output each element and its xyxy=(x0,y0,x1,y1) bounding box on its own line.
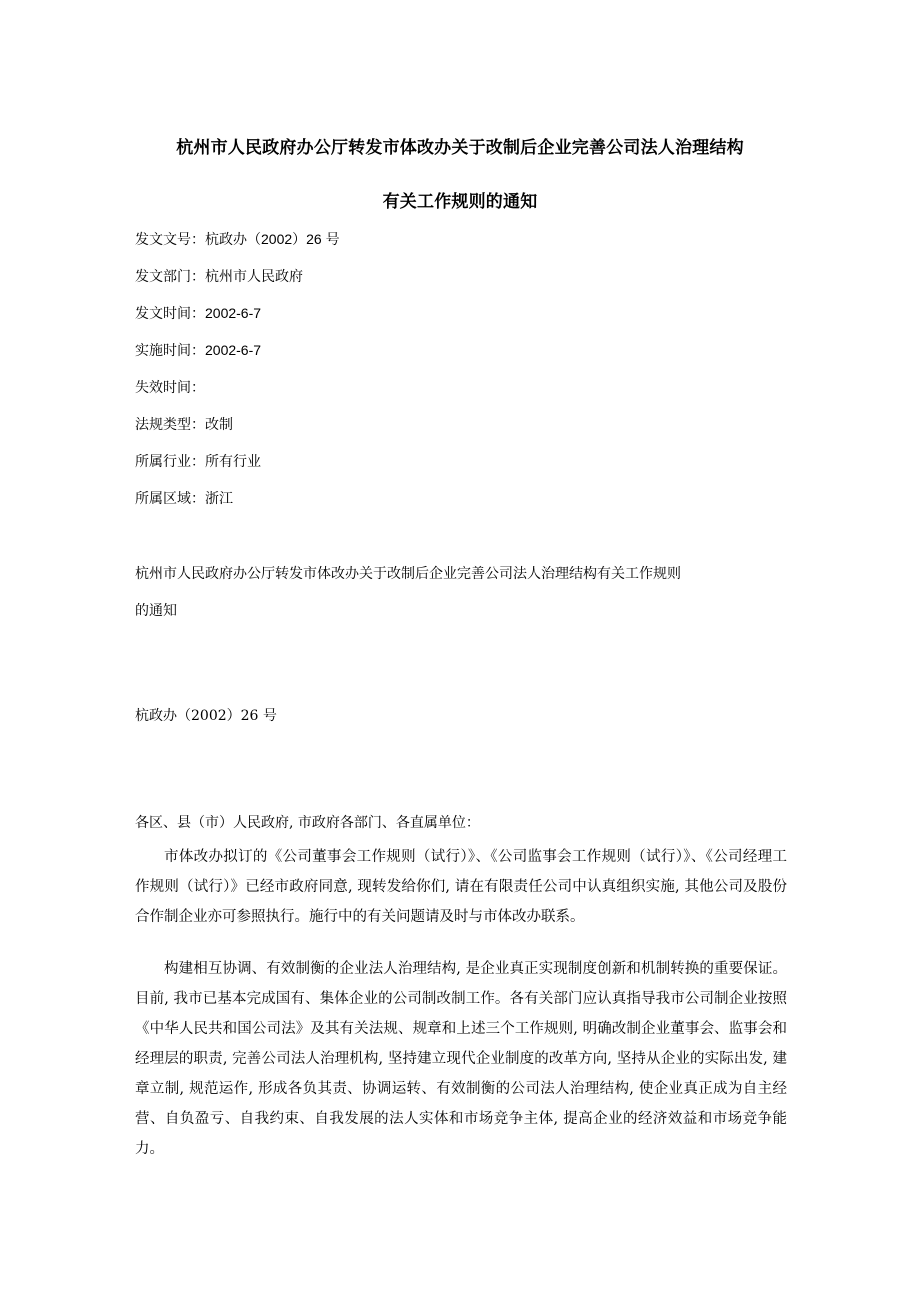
meta-row-effective-date xyxy=(135,340,261,360)
meta-row-regulation-type xyxy=(135,414,233,434)
meta-row-expiry-date xyxy=(135,377,205,397)
meta-row-department xyxy=(135,266,303,286)
meta-value: 改制 xyxy=(205,417,233,433)
doc-number: 杭政办（2002）26 号 xyxy=(135,708,277,724)
meta-row-issue-date xyxy=(135,303,261,323)
meta-label: 实施时间： xyxy=(135,343,205,359)
meta-value: 2002-6-7 xyxy=(205,342,262,358)
document-title-line-2: 有关工作规则的通知 xyxy=(382,192,538,212)
doc-heading-line-2: 的通知 xyxy=(135,603,177,619)
meta-label: 所属行业： xyxy=(135,454,205,470)
meta-value: 2002-6-7 xyxy=(205,305,262,321)
meta-label: 发文部门： xyxy=(135,269,205,285)
body-paragraph-2: 构建相互协调、有效制衡的企业法人治理结构, 是企业真正实现制度创新和机制转换的重要保证。目前, 我市已基本完成国有、集体企业的公司制改制工作。各有关部门应认真指导我市公司制企业按照《中华人民共和国公司法》及其有关法规、规章和上述三个工作规则, 明确改制企业董事会、监事会和经理层的职责, 完善公司法人治理机构, 坚持建立现代企业制度的改革方向, 坚持从企业的实际出发, 建章立制, 规范运作, 形成各负其责、协调运转、有效制衡的公司法人治理结构, 使企业真正成为自主经营、自负盈亏、自我约束、自我发展的法人实体和市场竞争主体, 提高企业的经济效益和市场竞争能力。 xyxy=(135,961,787,1157)
meta-label: 法规类型： xyxy=(135,417,205,433)
salutation: 各区、县（市）人民政府, 市政府各部门、各直属单位： xyxy=(135,815,480,831)
meta-label: 发文文号： xyxy=(135,232,205,248)
document-title-line-1: 杭州市人民政府办公厅转发市体改办关于改制后企业完善公司法人治理结构 xyxy=(176,138,744,158)
meta-value: 所有行业 xyxy=(205,454,261,470)
meta-value: 杭州市人民政府 xyxy=(205,269,303,285)
meta-label: 发文时间： xyxy=(135,306,205,322)
doc-heading-line-1: 杭州市人民政府办公厅转发市体改办关于改制后企业完善公司法人治理结构有关工作规则 xyxy=(135,566,681,582)
meta-row-region xyxy=(135,488,233,508)
meta-label: 所属区域： xyxy=(135,491,205,507)
meta-value: 浙江 xyxy=(205,491,233,507)
meta-row-doc-number xyxy=(135,229,340,249)
meta-value: 杭政办（2002）26 号 xyxy=(205,231,340,247)
meta-row-industry xyxy=(135,451,261,471)
meta-label: 失效时间： xyxy=(135,380,205,396)
body-paragraph-1: 市体改办拟订的《公司董事会工作规则（试行）》、《公司监事会工作规则（试行）》、《公司经理工作规则（试行）》已经市政府同意, 现转发给你们, 请在有限责任公司中认真组织实施, 其他公司及股份合作制企业亦可参照执行。施行中的有关问题请及时与市体改办联系。 xyxy=(135,849,787,925)
